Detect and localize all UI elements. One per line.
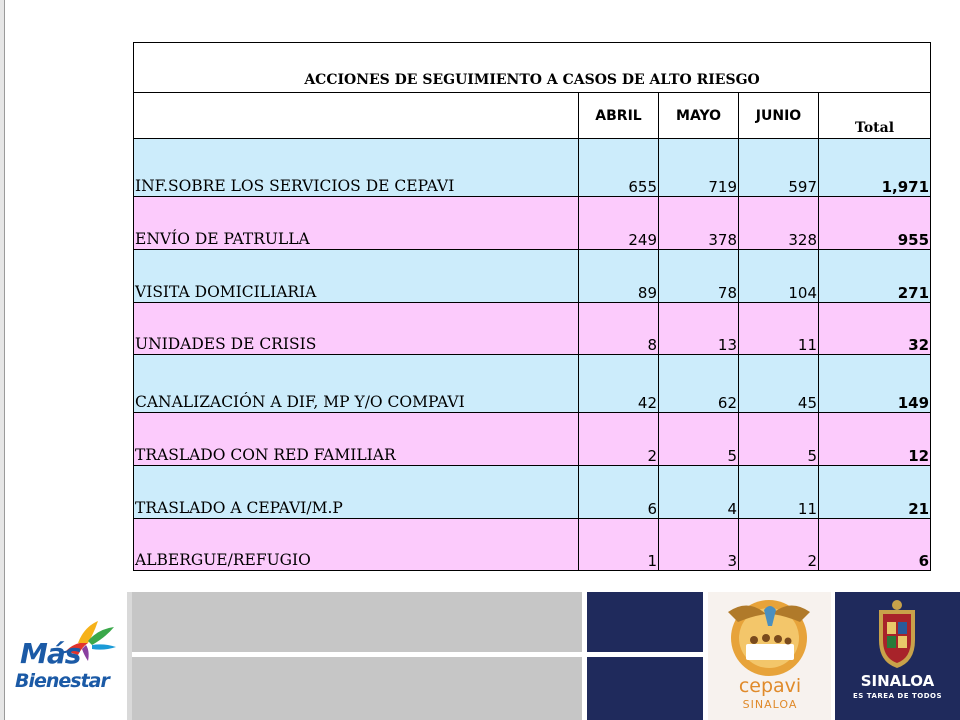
header-total: Total <box>819 93 931 139</box>
cell-mayo: 62 <box>659 355 739 413</box>
cell-mayo: 5 <box>659 413 739 466</box>
cell-junio: 11 <box>739 303 819 355</box>
sinaloa-slogan-text: ES TAREA DE TODOS <box>853 692 942 700</box>
cepavi-emblem-icon <box>708 592 831 682</box>
cell-total: 32 <box>819 303 931 355</box>
cepavi-logo-text: cepavi <box>738 675 802 697</box>
header-junio: JUNIO <box>739 93 819 139</box>
cell-junio: 11 <box>739 466 819 519</box>
row-label: ALBERGUE/REFUGIO <box>134 519 579 571</box>
table-title-row <box>134 43 931 93</box>
cell-abril: 89 <box>579 250 659 303</box>
sinaloa-logo-text: SINALOA <box>860 672 935 690</box>
cell-abril: 42 <box>579 355 659 413</box>
table-row <box>134 355 931 413</box>
row-label: TRASLADO CON RED FAMILIAR <box>134 413 579 466</box>
bienestar-logo-text: Bienestar <box>15 670 109 692</box>
footer-gray-edge <box>127 592 132 720</box>
table-row <box>134 139 931 197</box>
cell-junio: 328 <box>739 197 819 250</box>
cell-mayo: 4 <box>659 466 739 519</box>
table-title: ACCIONES DE SEGUIMIENTO A CASOS DE ALTO RIESGO <box>134 43 931 93</box>
mas-logo-text: Más <box>20 637 81 670</box>
row-label: VISITA DOMICILIARIA <box>134 250 579 303</box>
cell-junio: 104 <box>739 250 819 303</box>
row-label: ENVÍO DE PATRULLA <box>134 197 579 250</box>
cell-total: 6 <box>819 519 931 571</box>
cell-abril: 2 <box>579 413 659 466</box>
cell-total: 12 <box>819 413 931 466</box>
cell-total: 149 <box>819 355 931 413</box>
slide-left-line <box>4 0 5 720</box>
table-row <box>134 519 931 571</box>
footer-navy-block-top <box>587 592 703 652</box>
cell-mayo: 78 <box>659 250 739 303</box>
cell-junio: 45 <box>739 355 819 413</box>
cell-total: 1,971 <box>819 139 931 197</box>
cell-total: 21 <box>819 466 931 519</box>
row-label: UNIDADES DE CRISIS <box>134 303 579 355</box>
table-row <box>134 466 931 519</box>
cell-abril: 655 <box>579 139 659 197</box>
cell-total: 271 <box>819 250 931 303</box>
cell-abril: 249 <box>579 197 659 250</box>
footer-gray-block-top <box>127 592 582 652</box>
cell-total: 955 <box>819 197 931 250</box>
header-mayo: MAYO <box>659 93 739 139</box>
table-row <box>134 303 931 355</box>
cell-junio: 597 <box>739 139 819 197</box>
cepavi-logo-subtext: SINALOA <box>742 698 798 711</box>
table-row <box>134 413 931 466</box>
cell-junio: 5 <box>739 413 819 466</box>
table-body <box>134 139 931 571</box>
row-label: TRASLADO A CEPAVI/M.P <box>134 466 579 519</box>
follow-up-actions-table <box>133 42 931 571</box>
cell-abril: 1 <box>579 519 659 571</box>
cell-mayo: 3 <box>659 519 739 571</box>
cell-mayo: 378 <box>659 197 739 250</box>
sinaloa-shield-icon <box>835 592 960 672</box>
header-empty-cell <box>134 93 579 139</box>
table-row <box>134 197 931 250</box>
cell-abril: 8 <box>579 303 659 355</box>
footer-gray-block-bottom <box>127 657 582 720</box>
row-label: CANALIZACIÓN A DIF, MP Y/O COMPAVI <box>134 355 579 413</box>
header-abril: ABRIL <box>579 93 659 139</box>
cell-mayo: 719 <box>659 139 739 197</box>
footer-navy-block-bottom <box>587 657 703 720</box>
cell-junio: 2 <box>739 519 819 571</box>
cell-mayo: 13 <box>659 303 739 355</box>
row-label: INF.SOBRE LOS SERVICIOS DE CEPAVI <box>134 139 579 197</box>
table-row <box>134 250 931 303</box>
table-header-row <box>134 93 931 139</box>
cell-abril: 6 <box>579 466 659 519</box>
